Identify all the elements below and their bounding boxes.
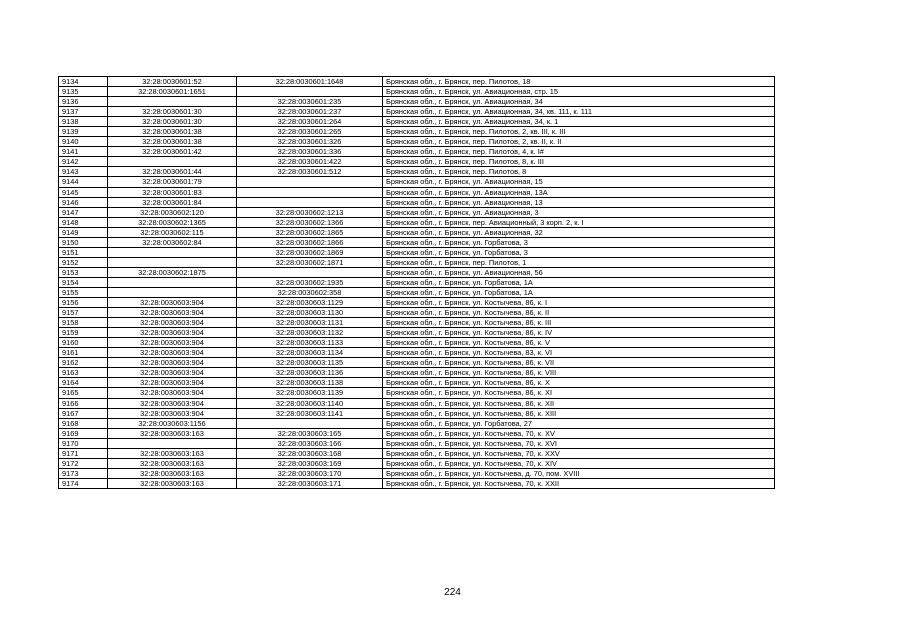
- address-cell: Брянская обл., г. Брянск, ул. Авиационная, 13: [383, 197, 775, 207]
- object-cadastral-cell: 32:28:0030603:1141: [237, 408, 383, 418]
- table-row: [59, 308, 775, 318]
- address-cell: Брянская обл., г. Брянск, ул. Авиационная, 15: [383, 177, 775, 187]
- address-cell: Брянская обл., г. Брянск, ул. Костычева, д. 70, пом. XVIII: [383, 468, 775, 478]
- table-row: [59, 77, 775, 87]
- address-cell: Брянская обл., г. Брянск, ул. Горбатова, 3: [383, 237, 775, 247]
- object-cadastral-cell: 32:28:0030603:171: [237, 478, 383, 488]
- record-number-cell: 9143: [59, 167, 108, 177]
- table-row: [59, 107, 775, 117]
- land-cadastral-cell: 32:28:0030602:115: [108, 227, 237, 237]
- table-row: [59, 167, 775, 177]
- land-cadastral-cell: 32:28:0030601:30: [108, 117, 237, 127]
- record-number-cell: 9174: [59, 478, 108, 488]
- table-row: [59, 287, 775, 297]
- address-cell: Брянская обл., г. Брянск, ул. Горбатова, 1А: [383, 287, 775, 297]
- land-cadastral-cell: 32:28:0030603:904: [108, 308, 237, 318]
- record-number-cell: 9134: [59, 77, 108, 87]
- land-cadastral-cell: 32:28:0030603:904: [108, 348, 237, 358]
- address-cell: Брянская обл., г. Брянск, ул. Костычева, 86, к. I: [383, 298, 775, 308]
- record-number-cell: 9156: [59, 298, 108, 308]
- record-number-cell: 9173: [59, 468, 108, 478]
- table-row: [59, 378, 775, 388]
- object-cadastral-cell: 32:28:0030602:1935: [237, 277, 383, 287]
- table-row: [59, 237, 775, 247]
- record-number-cell: 9161: [59, 348, 108, 358]
- land-cadastral-cell: 32:28:0030602:84: [108, 237, 237, 247]
- address-cell: Брянская обл., г. Брянск, ул. Костычева, 70, к. XXII: [383, 478, 775, 488]
- table-row: [59, 408, 775, 418]
- record-number-cell: 9155: [59, 287, 108, 297]
- land-cadastral-cell: [108, 257, 237, 267]
- record-number-cell: 9142: [59, 157, 108, 167]
- land-cadastral-cell: 32:28:0030603:163: [108, 478, 237, 488]
- address-cell: Брянская обл., г. Брянск, ул. Костычева, 86, к. XII: [383, 398, 775, 408]
- address-cell: Брянская обл., г. Брянск, ул. Авиационная, 34, к. 1: [383, 117, 775, 127]
- table-row: [59, 137, 775, 147]
- address-cell: Брянская обл., г. Брянск, пер. Пилотов, 18: [383, 77, 775, 87]
- land-cadastral-cell: [108, 287, 237, 297]
- object-cadastral-cell: 32:28:0030603:1139: [237, 388, 383, 398]
- table-row: [59, 318, 775, 328]
- object-cadastral-cell: [237, 177, 383, 187]
- table-row: [59, 468, 775, 478]
- land-cadastral-cell: 32:28:0030603:904: [108, 388, 237, 398]
- table-row: [59, 147, 775, 157]
- record-number-cell: 9137: [59, 107, 108, 117]
- table-row: [59, 338, 775, 348]
- address-cell: Брянская обл., г. Брянск, ул. Костычева, 70, к. XVI: [383, 438, 775, 448]
- land-cadastral-cell: 32:28:0030603:163: [108, 428, 237, 438]
- table-row: [59, 247, 775, 257]
- page-number: 224: [444, 587, 461, 598]
- table-row: [59, 298, 775, 308]
- record-number-cell: 9138: [59, 117, 108, 127]
- table-row: [59, 257, 775, 267]
- record-number-cell: 9136: [59, 97, 108, 107]
- object-cadastral-cell: 32:28:0030601:264: [237, 117, 383, 127]
- records-table: [58, 76, 775, 489]
- address-cell: Брянская обл., г. Брянск, ул. Костычева, 83, к. VI: [383, 348, 775, 358]
- object-cadastral-cell: 32:28:0030603:1131: [237, 318, 383, 328]
- table-row: [59, 328, 775, 338]
- record-number-cell: 9165: [59, 388, 108, 398]
- land-cadastral-cell: 32:28:0030603:904: [108, 398, 237, 408]
- land-cadastral-cell: 32:28:0030603:904: [108, 318, 237, 328]
- record-number-cell: 9153: [59, 267, 108, 277]
- record-number-cell: 9169: [59, 428, 108, 438]
- address-cell: Брянская обл., г. Брянск, ул. Авиационная, 34, кв. 111, к. 111: [383, 107, 775, 117]
- land-cadastral-cell: 32:28:0030602:1365: [108, 217, 237, 227]
- land-cadastral-cell: [108, 97, 237, 107]
- table-row: [59, 458, 775, 468]
- address-cell: Брянская обл., г. Брянск, ул. Костычева, 86, к. VII: [383, 358, 775, 368]
- land-cadastral-cell: 32:28:0030601:42: [108, 147, 237, 157]
- record-number-cell: 9150: [59, 237, 108, 247]
- address-cell: Брянская обл., г. Брянск, пер. Пилотов, 4, к. I#: [383, 147, 775, 157]
- object-cadastral-cell: 32:28:0030603:1129: [237, 298, 383, 308]
- object-cadastral-cell: 32:28:0030603:165: [237, 428, 383, 438]
- table-row: [59, 157, 775, 167]
- record-number-cell: 9135: [59, 87, 108, 97]
- land-cadastral-cell: 32:28:0030603:163: [108, 448, 237, 458]
- object-cadastral-cell: [237, 197, 383, 207]
- land-cadastral-cell: 32:28:0030603:904: [108, 408, 237, 418]
- object-cadastral-cell: 32:28:0030602:1213: [237, 207, 383, 217]
- land-cadastral-cell: 32:28:0030603:904: [108, 338, 237, 348]
- address-cell: Брянская обл., г. Брянск, ул. Авиационная, 34: [383, 97, 775, 107]
- object-cadastral-cell: 32:28:0030602:358: [237, 287, 383, 297]
- object-cadastral-cell: 32:28:0030601:512: [237, 167, 383, 177]
- address-cell: Брянская обл., г. Брянск, ул. Костычева, 70, к. XXV: [383, 448, 775, 458]
- table-row: [59, 197, 775, 207]
- table-row: [59, 358, 775, 368]
- table-row: [59, 117, 775, 127]
- land-cadastral-cell: 32:28:0030601:84: [108, 197, 237, 207]
- record-number-cell: 9140: [59, 137, 108, 147]
- record-number-cell: 9164: [59, 378, 108, 388]
- object-cadastral-cell: 32:28:0030601:235: [237, 97, 383, 107]
- object-cadastral-cell: 32:28:0030602:1366: [237, 217, 383, 227]
- address-cell: Брянская обл., г. Брянск, ул. Авиационная, стр. 15: [383, 87, 775, 97]
- address-cell: Брянская обл., г. Брянск, пер. Пилотов, 1: [383, 257, 775, 267]
- object-cadastral-cell: 32:28:0030603:170: [237, 468, 383, 478]
- table-row: [59, 368, 775, 378]
- record-number-cell: 9145: [59, 187, 108, 197]
- object-cadastral-cell: 32:28:0030603:1133: [237, 338, 383, 348]
- address-cell: Брянская обл., г. Брянск, ул. Костычева, 86, к. II: [383, 308, 775, 318]
- address-cell: Брянская обл., г. Брянск, ул. Костычева, 86, к. X: [383, 378, 775, 388]
- table-row: [59, 478, 775, 488]
- table-row: [59, 428, 775, 438]
- object-cadastral-cell: 32:28:0030603:166: [237, 438, 383, 448]
- address-cell: Брянская обл., г. Брянск, ул. Костычева, 70, к. XV: [383, 428, 775, 438]
- record-number-cell: 9163: [59, 368, 108, 378]
- record-number-cell: 9154: [59, 277, 108, 287]
- land-cadastral-cell: 32:28:0030601:52: [108, 77, 237, 87]
- object-cadastral-cell: [237, 418, 383, 428]
- record-number-cell: 9146: [59, 197, 108, 207]
- object-cadastral-cell: [237, 267, 383, 277]
- land-cadastral-cell: 32:28:0030603:904: [108, 298, 237, 308]
- object-cadastral-cell: 32:28:0030601:265: [237, 127, 383, 137]
- land-cadastral-cell: 32:28:0030601:44: [108, 167, 237, 177]
- record-number-cell: 9166: [59, 398, 108, 408]
- table-row: [59, 97, 775, 107]
- land-cadastral-cell: 32:28:0030601:1651: [108, 87, 237, 97]
- address-cell: Брянская обл., г. Брянск, пер. Пилотов, 2, кв. III, к. III: [383, 127, 775, 137]
- object-cadastral-cell: 32:28:0030603:169: [237, 458, 383, 468]
- record-number-cell: 9159: [59, 328, 108, 338]
- land-cadastral-cell: 32:28:0030603:163: [108, 458, 237, 468]
- object-cadastral-cell: 32:28:0030601:1648: [237, 77, 383, 87]
- address-cell: Брянская обл., г. Брянск, ул. Костычева, 86, к. XI: [383, 388, 775, 398]
- table-row: [59, 418, 775, 428]
- record-number-cell: 9160: [59, 338, 108, 348]
- record-number-cell: 9157: [59, 308, 108, 318]
- table-row: [59, 227, 775, 237]
- table-row: [59, 127, 775, 137]
- object-cadastral-cell: 32:28:0030603:1140: [237, 398, 383, 408]
- object-cadastral-cell: 32:28:0030603:1132: [237, 328, 383, 338]
- records-table-body: [59, 77, 775, 489]
- object-cadastral-cell: [237, 87, 383, 97]
- land-cadastral-cell: 32:28:0030603:1156: [108, 418, 237, 428]
- object-cadastral-cell: 32:28:0030601:237: [237, 107, 383, 117]
- address-cell: Брянская обл., г. Брянск, ул. Костычева, 86, к. IV: [383, 328, 775, 338]
- land-cadastral-cell: 32:28:0030601:83: [108, 187, 237, 197]
- land-cadastral-cell: 32:28:0030603:904: [108, 378, 237, 388]
- table-row: [59, 277, 775, 287]
- address-cell: Брянская обл., г. Брянск, ул. Авиационная, 32: [383, 227, 775, 237]
- address-cell: Брянская обл., г. Брянск, ул. Костычева, 86, к. XIII: [383, 408, 775, 418]
- object-cadastral-cell: 32:28:0030602:1869: [237, 247, 383, 257]
- land-cadastral-cell: 32:28:0030601:38: [108, 127, 237, 137]
- land-cadastral-cell: 32:28:0030601:30: [108, 107, 237, 117]
- land-cadastral-cell: [108, 438, 237, 448]
- record-number-cell: 9148: [59, 217, 108, 227]
- object-cadastral-cell: 32:28:0030603:1138: [237, 378, 383, 388]
- record-number-cell: 9167: [59, 408, 108, 418]
- land-cadastral-cell: [108, 277, 237, 287]
- record-number-cell: 9172: [59, 458, 108, 468]
- record-number-cell: 9152: [59, 257, 108, 267]
- object-cadastral-cell: 32:28:0030601:326: [237, 137, 383, 147]
- address-cell: Брянская обл., г. Брянск, ул. Авиационная, 3: [383, 207, 775, 217]
- land-cadastral-cell: [108, 247, 237, 257]
- record-number-cell: 9158: [59, 318, 108, 328]
- address-cell: Брянская обл., г. Брянск, ул. Авиационная, 56: [383, 267, 775, 277]
- object-cadastral-cell: 32:28:0030603:168: [237, 448, 383, 458]
- address-cell: Брянская обл., г. Брянск, ул. Горбатова, 27: [383, 418, 775, 428]
- object-cadastral-cell: 32:28:0030602:1865: [237, 227, 383, 237]
- address-cell: Брянская обл., г. Брянск, ул. Горбатова, 1А: [383, 277, 775, 287]
- object-cadastral-cell: 32:28:0030601:336: [237, 147, 383, 157]
- table-row: [59, 207, 775, 217]
- object-cadastral-cell: 32:28:0030603:1136: [237, 368, 383, 378]
- object-cadastral-cell: 32:28:0030601:422: [237, 157, 383, 167]
- land-cadastral-cell: 32:28:0030601:38: [108, 137, 237, 147]
- record-number-cell: 9149: [59, 227, 108, 237]
- address-cell: Брянская обл., г. Брянск, ул. Костычева, 86, к. V: [383, 338, 775, 348]
- land-cadastral-cell: 32:28:0030603:904: [108, 368, 237, 378]
- record-number-cell: 9139: [59, 127, 108, 137]
- table-row: [59, 267, 775, 277]
- object-cadastral-cell: 32:28:0030603:1134: [237, 348, 383, 358]
- address-cell: Брянская обл., г. Брянск, ул. Авиационная, 13А: [383, 187, 775, 197]
- address-cell: Брянская обл., г. Брянск, пер. Пилотов, 8, к. III: [383, 157, 775, 167]
- land-cadastral-cell: 32:28:0030603:163: [108, 468, 237, 478]
- record-number-cell: 9151: [59, 247, 108, 257]
- record-number-cell: 9170: [59, 438, 108, 448]
- address-cell: Брянская обл., г. Брянск, ул. Костычева, 70, к. XIV: [383, 458, 775, 468]
- land-cadastral-cell: 32:28:0030602:120: [108, 207, 237, 217]
- record-number-cell: 9162: [59, 358, 108, 368]
- table-row: [59, 348, 775, 358]
- table-row: [59, 398, 775, 408]
- address-cell: Брянская обл., г. Брянск, ул. Костычева, 86, к. VIII: [383, 368, 775, 378]
- table-row: [59, 187, 775, 197]
- object-cadastral-cell: [237, 187, 383, 197]
- record-number-cell: 9141: [59, 147, 108, 157]
- address-cell: Брянская обл., г. Брянск, ул. Горбатова, 3: [383, 247, 775, 257]
- object-cadastral-cell: 32:28:0030603:1130: [237, 308, 383, 318]
- table-row: [59, 177, 775, 187]
- object-cadastral-cell: 32:28:0030603:1135: [237, 358, 383, 368]
- record-number-cell: 9144: [59, 177, 108, 187]
- land-cadastral-cell: [108, 157, 237, 167]
- address-cell: Брянская обл., г. Брянск, пер. Авиационный, 3 корп. 2, к. I: [383, 217, 775, 227]
- record-number-cell: 9171: [59, 448, 108, 458]
- address-cell: Брянская обл., г. Брянск, пер. Пилотов, 2, кв. II, к. II: [383, 137, 775, 147]
- land-cadastral-cell: 32:28:0030603:904: [108, 358, 237, 368]
- table-row: [59, 438, 775, 448]
- record-number-cell: 9168: [59, 418, 108, 428]
- land-cadastral-cell: 32:28:0030601:79: [108, 177, 237, 187]
- table-row: [59, 448, 775, 458]
- object-cadastral-cell: 32:28:0030602:1871: [237, 257, 383, 267]
- object-cadastral-cell: 32:28:0030602:1866: [237, 237, 383, 247]
- table-row: [59, 87, 775, 97]
- land-cadastral-cell: 32:28:0030602:1875: [108, 267, 237, 277]
- land-cadastral-cell: 32:28:0030603:904: [108, 328, 237, 338]
- table-row: [59, 217, 775, 227]
- address-cell: Брянская обл., г. Брянск, ул. Костычева, 86, к. III: [383, 318, 775, 328]
- table-row: [59, 388, 775, 398]
- address-cell: Брянская обл., г. Брянск, пер. Пилотов, 8: [383, 167, 775, 177]
- record-number-cell: 9147: [59, 207, 108, 217]
